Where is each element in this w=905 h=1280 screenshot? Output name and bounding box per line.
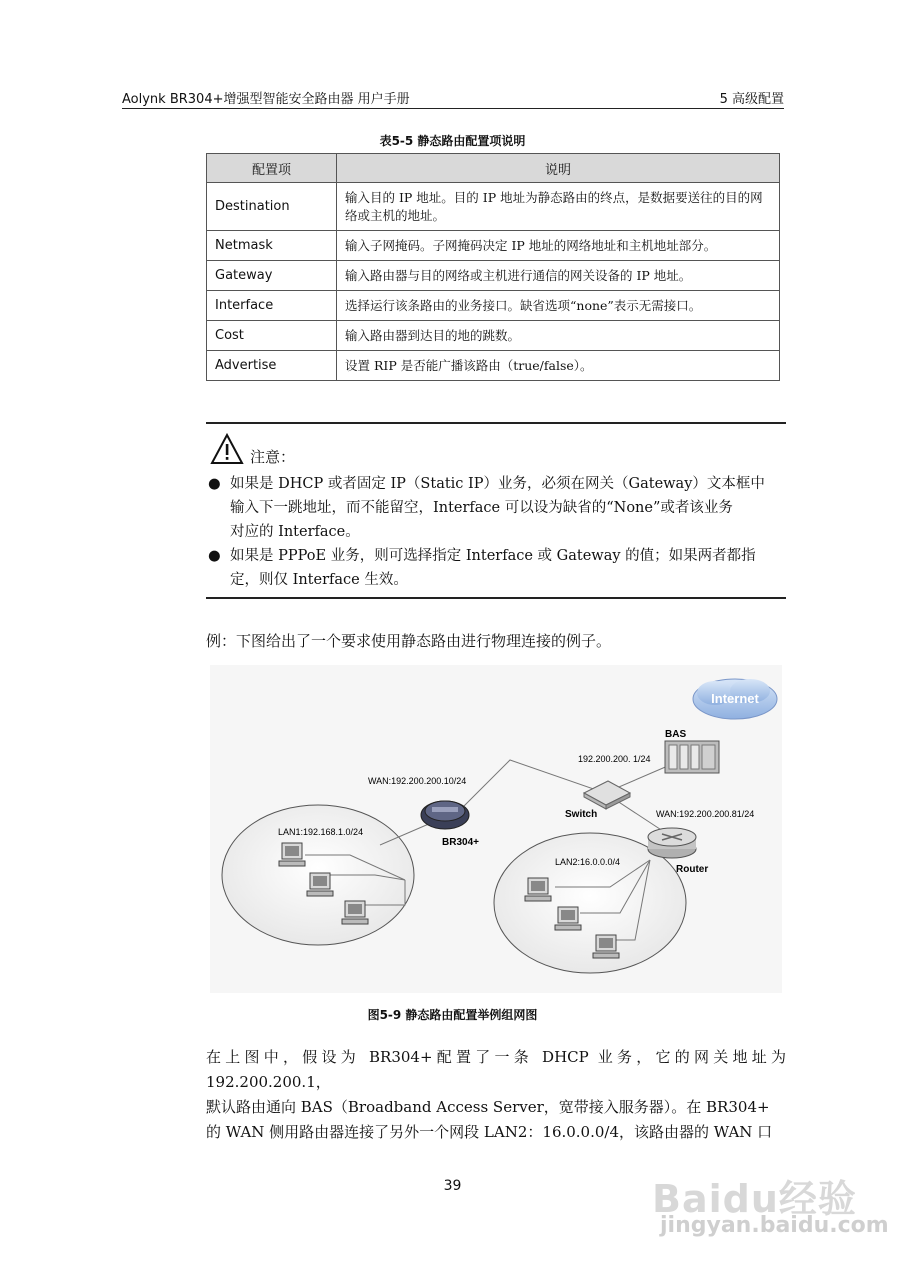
- network-diagram: [210, 665, 782, 993]
- pc-icon: [525, 878, 551, 901]
- chapter-title: 5 高级配置: [719, 92, 784, 107]
- row-desc: 输入路由器与目的网络或主机进行通信的网关设备的 IP 地址。: [337, 261, 780, 291]
- config-table: [206, 153, 780, 381]
- wan-router-label: WAN:192.200.200.81/24: [656, 809, 755, 819]
- note-line: 输入下一跳地址，而不能留空，Interface 可以设为缺省的“None”或者该业务: [230, 500, 733, 516]
- br304-label: BR304+: [442, 837, 479, 848]
- note-line: 如果是 DHCP 或者固定 IP（Static IP）业务，必须在网关（Gateway）文本框中: [230, 476, 765, 492]
- router-label: Router: [676, 864, 709, 875]
- table-row: [207, 321, 780, 351]
- table-row: [207, 351, 780, 381]
- table-header-item: 配置项: [207, 154, 337, 183]
- router-icon: [648, 828, 696, 858]
- table-header-desc: 说明: [337, 154, 780, 183]
- row-key: Destination: [207, 183, 337, 231]
- watermark-logo: Baidu经验: [652, 1177, 857, 1221]
- bullet-dot-icon: ●: [208, 548, 221, 564]
- pc-icon: [555, 907, 581, 930]
- row-key: Advertise: [207, 351, 337, 381]
- bas-server-icon: [665, 741, 719, 773]
- table-title: 表5-5 静态路由配置项说明: [379, 134, 526, 148]
- table-row: [207, 261, 780, 291]
- note-line: 如果是 PPPoE 业务，则可选择指定 Interface 或 Gateway 的值；如果两者都指: [230, 548, 756, 564]
- note-box: [206, 422, 786, 599]
- row-key: Interface: [207, 291, 337, 321]
- page-number: 39: [443, 1178, 462, 1194]
- row-desc: 设置 RIP 是否能广播该路由（true/false）。: [337, 351, 780, 381]
- note-title: 注意：: [250, 448, 296, 466]
- paragraph-line: 在上图中，假设为 BR304+配置了一条 DHCP 业务，它的网关地址为 192.200.200.1，: [206, 1048, 786, 1091]
- table-row: [207, 231, 780, 261]
- pc-icon: [279, 843, 305, 866]
- bullet-dot-icon: ●: [208, 476, 221, 492]
- row-desc: 输入路由器到达目的地的跳数。: [337, 321, 780, 351]
- paragraph-line: 默认路由通向 BAS（Broadband Access Server，宽带接入服务器）。在 BR304+: [206, 1098, 770, 1116]
- row-desc: 输入子网掩码。子网掩码决定 IP 地址的网络地址和主机地址部分。: [337, 231, 780, 261]
- table-row: [207, 183, 780, 231]
- switch-label: Switch: [565, 809, 598, 820]
- lan2-label: LAN2:16.0.0.0/4: [555, 857, 621, 867]
- paragraph-line: 的 WAN 侧用路由器连接了另外一个网段 LAN2：16.0.0.0/4，该路由器的 WAN 口: [206, 1123, 773, 1141]
- pc-icon: [593, 935, 619, 958]
- figure-caption: 图5-9 静态路由配置举例组网图: [367, 1008, 538, 1022]
- bas-label: BAS: [665, 729, 687, 740]
- pc-icon: [342, 901, 368, 924]
- pc-icon: [307, 873, 333, 896]
- note-line: 定，则仅 Interface 生效。: [230, 572, 408, 588]
- warning-icon: [210, 432, 244, 466]
- row-key: Cost: [207, 321, 337, 351]
- row-key: Netmask: [207, 231, 337, 261]
- manual-title: Aolynk BR304+增强型智能安全路由器 用户手册: [122, 92, 410, 107]
- wan-br304-label: WAN:192.200.200.10/24: [368, 776, 467, 786]
- internet-label: Internet: [711, 691, 759, 706]
- row-desc: 输入目的 IP 地址。目的 IP 地址为静态路由的终点，是数据要送往的目的网络或主机的地址。: [337, 183, 780, 231]
- page-header: [122, 88, 784, 109]
- watermark-url: jingyan.baidu.com: [660, 1213, 889, 1238]
- body-paragraph: [206, 1045, 786, 1145]
- bas-ip-label: 192.200.200. 1/24: [578, 754, 651, 764]
- br304-router-icon: [421, 801, 469, 829]
- example-text: 例：下图给出了一个要求使用静态路由进行物理连接的例子。: [206, 632, 612, 650]
- note-line: 对应的 Interface。: [230, 524, 360, 540]
- row-key: Gateway: [207, 261, 337, 291]
- table-row: [207, 291, 780, 321]
- lan1-label: LAN1:192.168.1.0/24: [278, 827, 364, 837]
- row-desc: 选择运行该条路由的业务接口。缺省选项“none”表示无需接口。: [337, 291, 780, 321]
